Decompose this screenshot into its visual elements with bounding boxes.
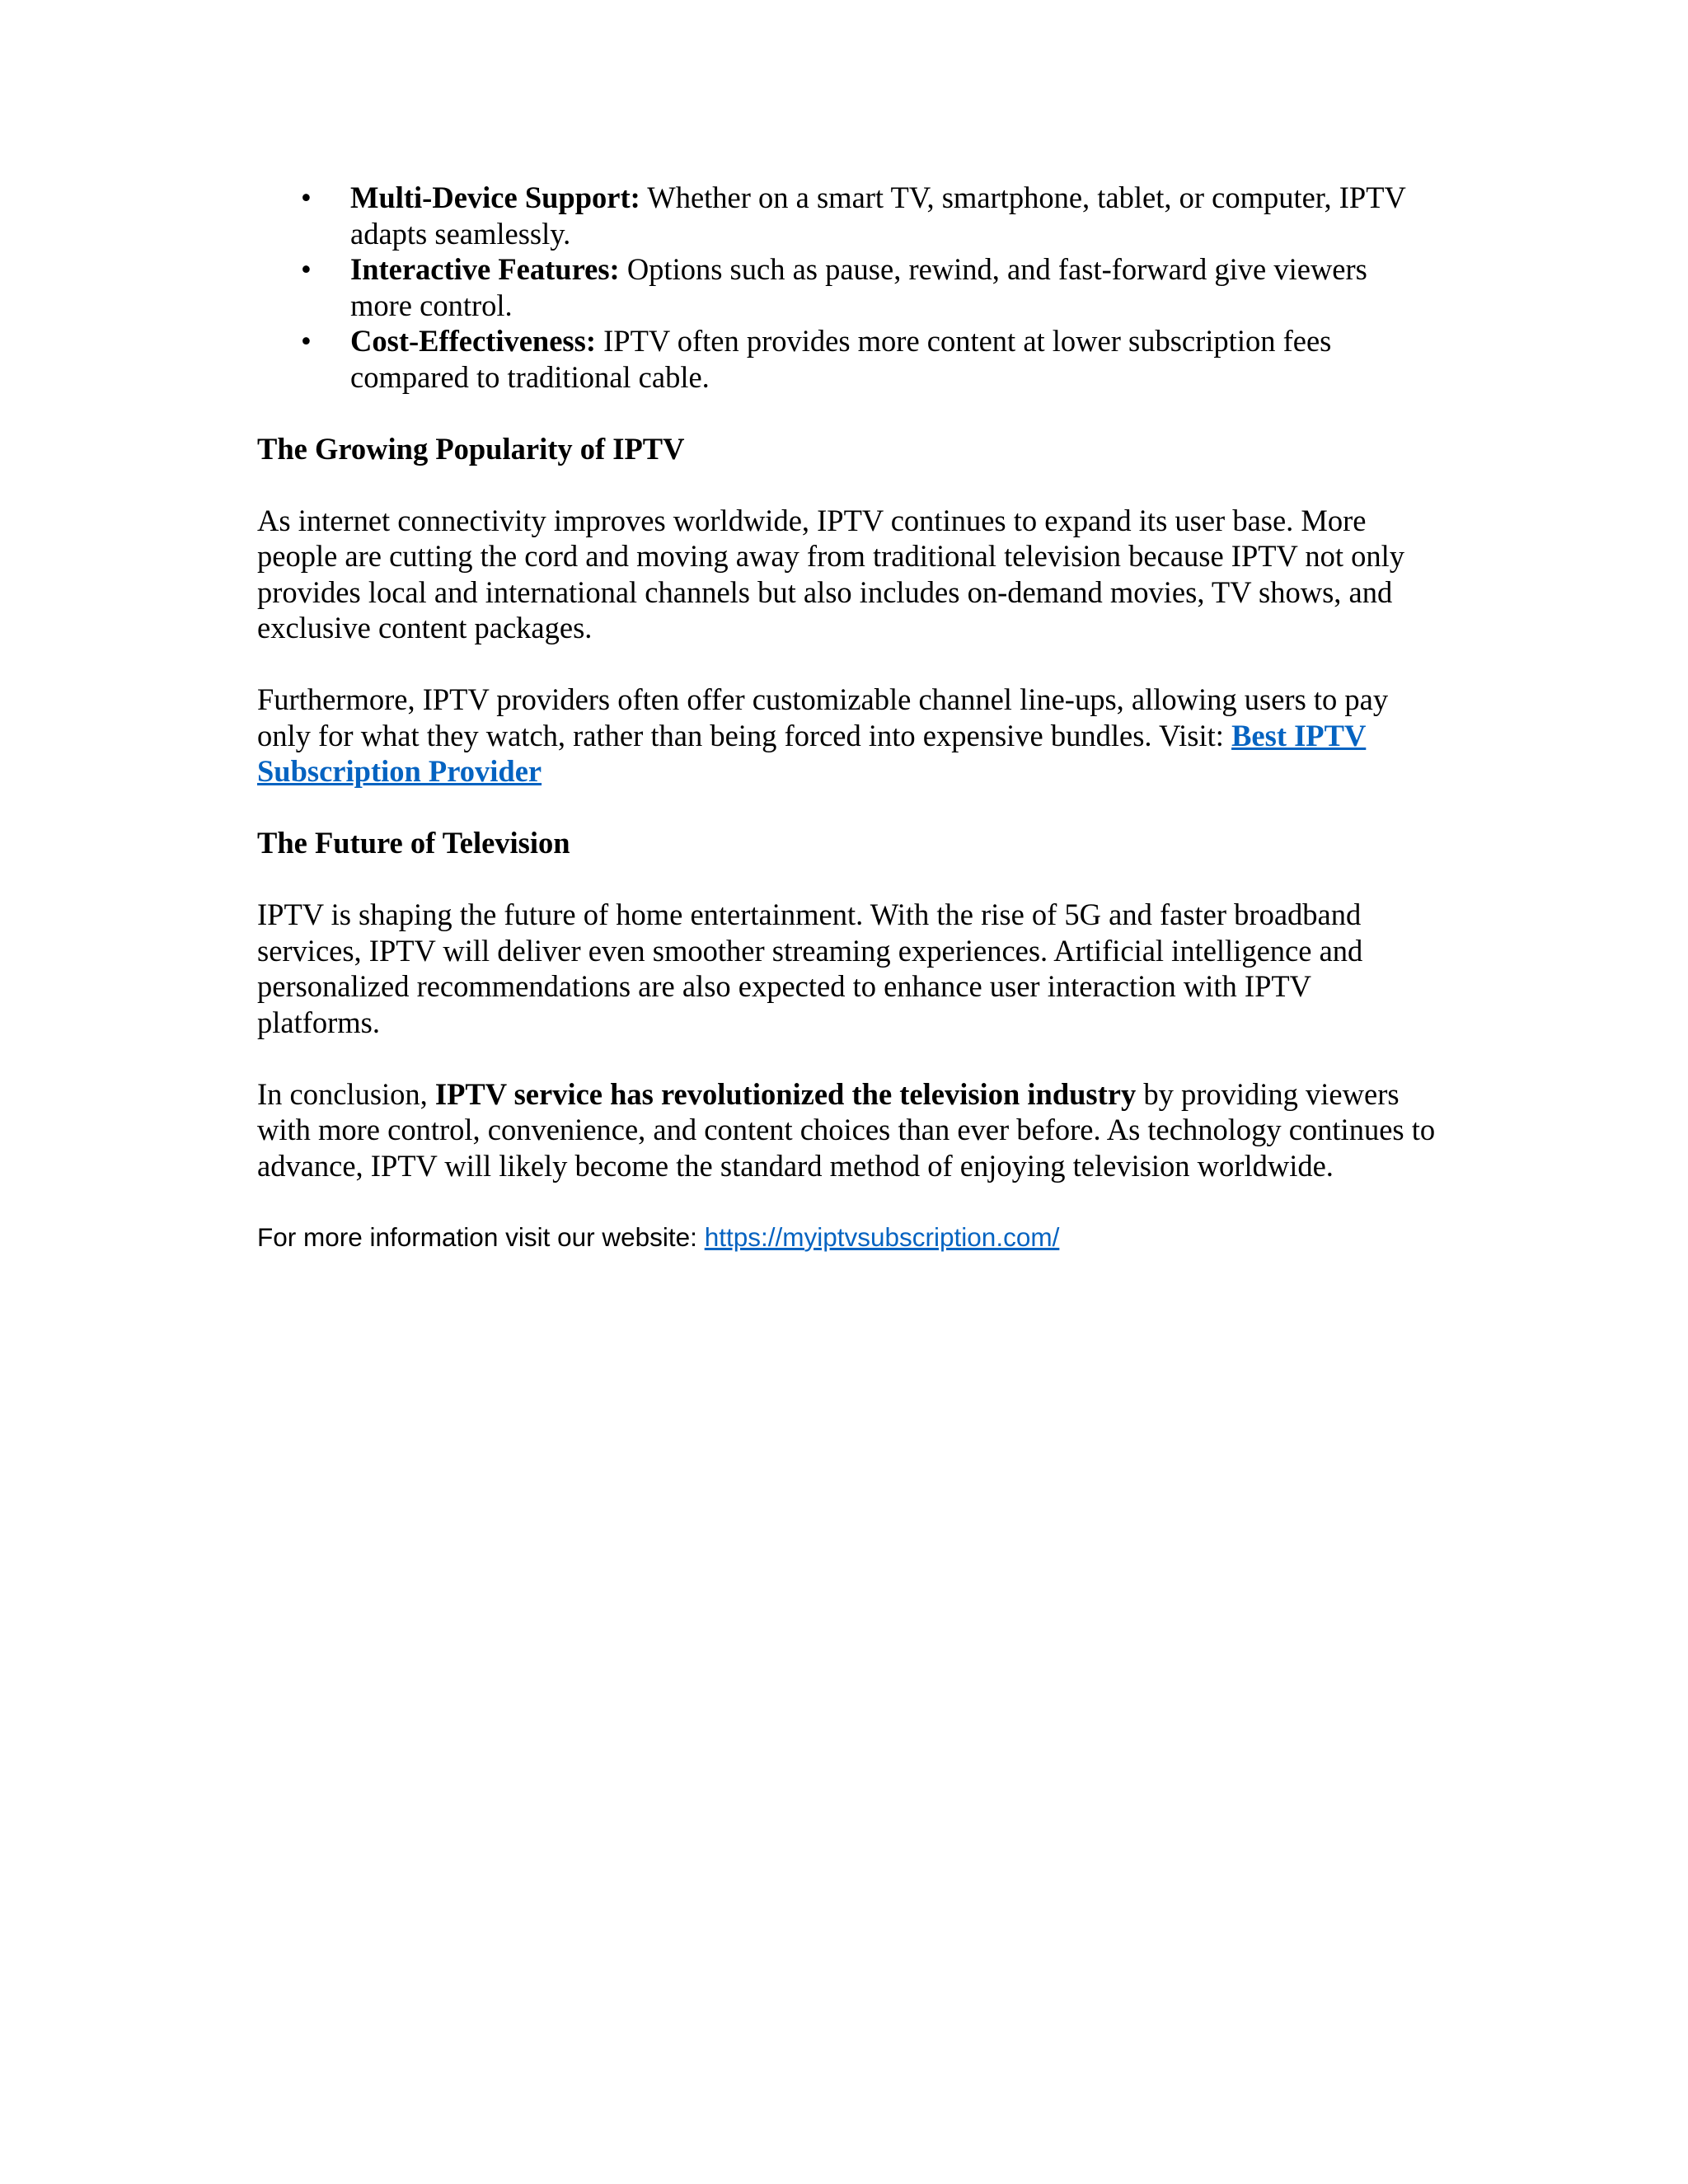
list-item — [257, 323, 1436, 395]
bullet-icon: • — [301, 252, 312, 286]
list-item-title: Multi-Device Support: — [350, 180, 640, 214]
feature-list — [257, 180, 1436, 395]
bullet-icon: • — [301, 324, 312, 358]
conclusion-start: In conclusion, — [257, 1076, 435, 1111]
list-item — [257, 251, 1436, 323]
paragraph-conclusion — [257, 1076, 1436, 1184]
list-item-title: Interactive Features: — [350, 252, 620, 286]
bullet-icon: • — [301, 180, 312, 214]
footer-text: For more information visit our website: — [257, 1221, 705, 1252]
paragraph-providers-text: Furthermore, IPTV providers often offer customizable channel line-ups, allowing users to pay only for what they watch, rather than being forced into expensive bundles. Visit: — [257, 682, 1389, 752]
list-item-text: Options such as pause, rewind, and fast-forward give viewers more control. — [350, 252, 1367, 322]
conclusion-end: by providing viewers with more control, convenience, and content choices than ever before. As technology continues to advance, IPTV will likely become the standard method of enjoying television worldwide. — [257, 1076, 1436, 1183]
paragraph-future: IPTV is shaping the future of home entertainment. With the rise of 5G and faster broadband services, IPTV will deliver even smoother streaming experiences. Artificial intelligence and personalized recommendations are also expected to enhance user interaction with IPTV platforms. — [257, 898, 1363, 1039]
list-item — [257, 180, 1436, 251]
list-item-text: Whether on a smart TV, smartphone, tablet, or computer, IPTV adapts seamlessly. — [350, 180, 1406, 251]
best-iptv-provider-link[interactable]: Best IPTV Subscription Provider — [257, 718, 1367, 788]
footer-info — [257, 1220, 1436, 1256]
section-heading-future: The Future of Television — [257, 826, 570, 860]
list-item-title: Cost-Effectiveness: — [350, 324, 596, 358]
document-body — [257, 180, 1436, 1255]
website-link[interactable]: https://myiptvsubscription.com/ — [704, 1221, 1060, 1252]
conclusion-bold: IPTV service has revolutionized the television industry — [434, 1076, 1137, 1111]
paragraph-providers — [257, 682, 1436, 790]
section-heading-popularity: The Growing Popularity of IPTV — [257, 431, 685, 466]
list-item-text: IPTV often provides more content at lower subscription fees compared to traditional cable. — [350, 324, 1332, 394]
paragraph-popularity: As internet connectivity improves worldwide, IPTV continues to expand its user base. More people are cutting the cord and moving away from traditional television because IPTV not only provides local and international channels but also includes on-demand movies, TV shows, and exclusive content packages. — [257, 503, 1405, 644]
